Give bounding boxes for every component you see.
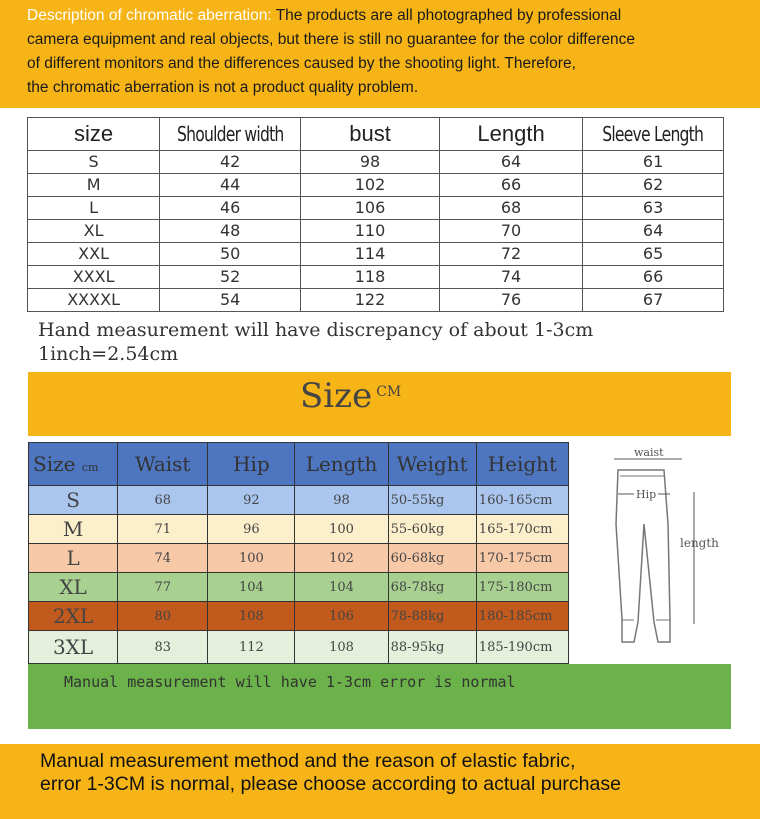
- pants-diagram: [598, 444, 748, 674]
- table-row: [29, 573, 569, 602]
- col-header-sleeve: Sleeve Length: [583, 118, 724, 151]
- table-row: [29, 602, 569, 631]
- col-header-size-unit: cm: [81, 461, 99, 474]
- cell-height: 160-165cm: [476, 486, 568, 515]
- cell: 54: [160, 289, 301, 312]
- size-title-text: Size: [300, 376, 373, 416]
- cell: 61: [583, 151, 724, 174]
- cell: 66: [439, 174, 582, 197]
- cell-size: 3XL: [29, 631, 118, 664]
- cell-weight: 78-88kg: [388, 602, 476, 631]
- notice-line-1-text: The products are all photographed by professional: [271, 7, 622, 24]
- table-row: [28, 243, 724, 266]
- col-header-hip: Hip: [208, 443, 295, 486]
- cell: XXXXL: [28, 289, 160, 312]
- cell: 118: [301, 266, 440, 289]
- bottom-notice-line-2: error 1-3CM is normal, please choose according to actual purchase: [40, 773, 621, 795]
- table-header-row: [29, 443, 569, 486]
- green-note-text: Manual measurement will have 1-3cm error is normal: [64, 673, 516, 691]
- col-header-size: [29, 443, 118, 486]
- cell: 102: [301, 174, 440, 197]
- cell: 63: [583, 197, 724, 220]
- cell: 110: [301, 220, 440, 243]
- col-header-weight: Weight: [388, 443, 476, 486]
- col-header-shoulder: Shoulder width: [160, 118, 301, 151]
- cell-waist: 68: [118, 486, 208, 515]
- cell-weight: 88-95kg: [388, 631, 476, 664]
- cell: L: [28, 197, 160, 220]
- cell-size: S: [29, 486, 118, 515]
- cell: 52: [160, 266, 301, 289]
- cell-waist: 83: [118, 631, 208, 664]
- table-row: [29, 486, 569, 515]
- table-row: [28, 151, 724, 174]
- cell-hip: 96: [208, 515, 295, 544]
- cell-waist: 74: [118, 544, 208, 573]
- cell-length: 106: [295, 602, 388, 631]
- table-row: [28, 174, 724, 197]
- cell-height: 180-185cm: [476, 602, 568, 631]
- cell-weight: 68-78kg: [388, 573, 476, 602]
- cell-hip: 104: [208, 573, 295, 602]
- length-label: length: [680, 536, 719, 550]
- notice-lead: Description of chromatic aberration:: [27, 7, 272, 24]
- cell: 64: [439, 151, 582, 174]
- measurement-note: [38, 318, 593, 366]
- cell-hip: 92: [208, 486, 295, 515]
- cell-weight: 55-60kg: [388, 515, 476, 544]
- cell: XL: [28, 220, 160, 243]
- cell-height: 165-170cm: [476, 515, 568, 544]
- cell: 70: [439, 220, 582, 243]
- cell-length: 104: [295, 573, 388, 602]
- cell: 65: [583, 243, 724, 266]
- cell: 68: [439, 197, 582, 220]
- col-header-length: Length: [439, 118, 582, 151]
- cell: 66: [583, 266, 724, 289]
- inch-conversion: 1inch=2.54cm: [38, 343, 179, 365]
- table-row: [28, 289, 724, 312]
- cell: 74: [439, 266, 582, 289]
- bottom-notice: [0, 744, 760, 819]
- cell-weight: 50-55kg: [388, 486, 476, 515]
- notice-line-3: of different monitors and the differences caused by the shooting light. Therefore,: [27, 55, 576, 72]
- cell: 72: [439, 243, 582, 266]
- notice-line-4: the chromatic aberration is not a product quality problem.: [27, 79, 419, 96]
- cell: 122: [301, 289, 440, 312]
- cell: 44: [160, 174, 301, 197]
- cell: 98: [301, 151, 440, 174]
- measurement-note-line-1: Hand measurement will have discrepancy of about 1-3cm: [38, 319, 594, 341]
- top-size-chart: [27, 117, 724, 312]
- cell: 48: [160, 220, 301, 243]
- cell-hip: 112: [208, 631, 295, 664]
- cell: 50: [160, 243, 301, 266]
- cell: 114: [301, 243, 440, 266]
- table-row: [29, 515, 569, 544]
- table-row: [29, 631, 569, 664]
- cell: 76: [439, 289, 582, 312]
- cell-size: XL: [29, 573, 118, 602]
- cell: 46: [160, 197, 301, 220]
- pants-size-chart: [28, 442, 569, 664]
- cell-height: 170-175cm: [476, 544, 568, 573]
- col-header-length: Length: [295, 443, 388, 486]
- cell-length: 102: [295, 544, 388, 573]
- notice-line-1: [27, 4, 748, 28]
- cell: XXL: [28, 243, 160, 266]
- col-header-bust: bust: [301, 118, 440, 151]
- waist-label: waist: [634, 446, 664, 459]
- size-title-unit: CM: [376, 384, 402, 400]
- hip-label: Hip: [636, 488, 657, 501]
- cell-size: 2XL: [29, 602, 118, 631]
- cell: 64: [583, 220, 724, 243]
- cell-waist: 77: [118, 573, 208, 602]
- table-row: [28, 266, 724, 289]
- size-title: [300, 376, 401, 416]
- cell: S: [28, 151, 160, 174]
- cell-size: M: [29, 515, 118, 544]
- cell-height: 175-180cm: [476, 573, 568, 602]
- col-header-size: size: [28, 118, 160, 151]
- table-row: [28, 220, 724, 243]
- cell-waist: 71: [118, 515, 208, 544]
- chromatic-aberration-notice: [0, 0, 760, 108]
- cell-length: 100: [295, 515, 388, 544]
- cell-hip: 108: [208, 602, 295, 631]
- cell-waist: 80: [118, 602, 208, 631]
- cell: M: [28, 174, 160, 197]
- bottom-notice-line-1: Manual measurement method and the reason of elastic fabric,: [40, 750, 576, 772]
- cell-height: 185-190cm: [476, 631, 568, 664]
- cell: 42: [160, 151, 301, 174]
- cell-weight: 60-68kg: [388, 544, 476, 573]
- cell-hip: 100: [208, 544, 295, 573]
- notice-line-2: camera equipment and real objects, but there is still no guarantee for the color difference: [27, 31, 636, 48]
- col-header-height: Height: [476, 443, 568, 486]
- cell-size: L: [29, 544, 118, 573]
- cell: 67: [583, 289, 724, 312]
- cell: 62: [583, 174, 724, 197]
- col-header-size-text: Size: [33, 452, 76, 476]
- cell: 106: [301, 197, 440, 220]
- table-row: [29, 544, 569, 573]
- table-header-row: [28, 118, 724, 151]
- table-row: [28, 197, 724, 220]
- cell: XXXL: [28, 266, 160, 289]
- cell-length: 98: [295, 486, 388, 515]
- col-header-waist: Waist: [118, 443, 208, 486]
- cell-length: 108: [295, 631, 388, 664]
